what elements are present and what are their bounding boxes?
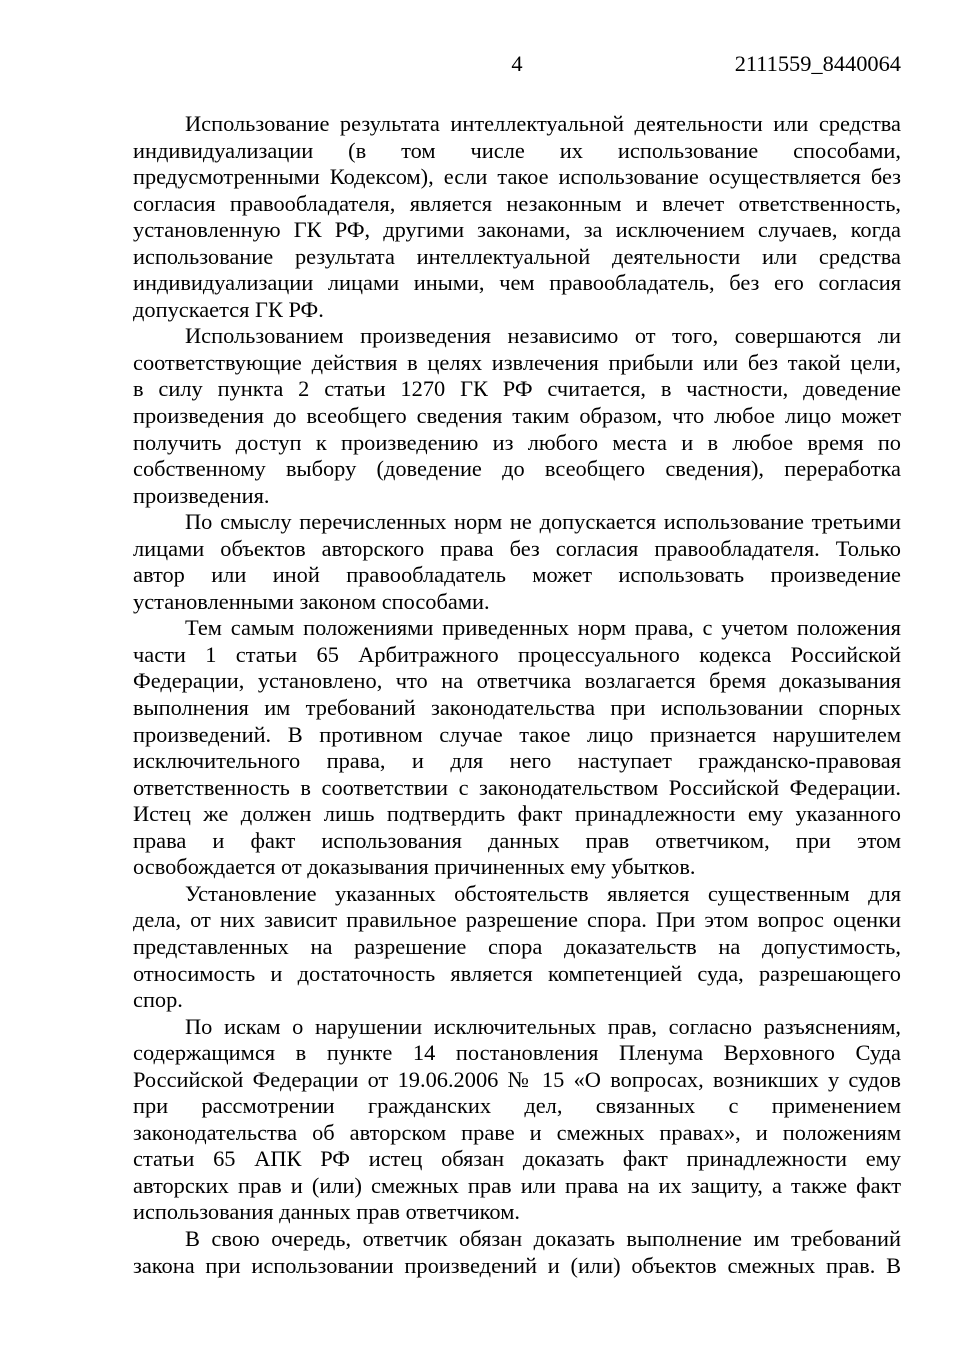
- text-line: индивидуализации лицами иными, чем правообладатель, без его согласия: [133, 270, 901, 296]
- text-line: исключительного права, и для него наступает гражданско-правовая: [133, 748, 901, 774]
- text-line: части 1 статьи 65 Арбитражного процессуального кодекса Российской: [133, 641, 901, 667]
- text-line: Использованием произведения независимо от того, совершаются ли: [185, 323, 901, 349]
- text-line: законодательства об авторском праве и смежных правах», и положениям: [133, 1119, 901, 1145]
- text-line: установленную ГК РФ, другими законами, за исключением случаев, когда: [133, 217, 901, 243]
- text-line: собственному выбору (доведение до всеобщего сведения), переработка: [133, 456, 901, 482]
- text-line: В свою очередь, ответчик обязан доказать выполнение им требований: [185, 1225, 901, 1251]
- document-body: [133, 111, 901, 1279]
- text-line: использование результата интеллектуальной деятельности или средства: [133, 243, 901, 269]
- paragraph: [133, 323, 901, 509]
- document-id: 2111559_8440064: [734, 51, 901, 76]
- text-line: использования данных прав ответчиком.: [133, 1199, 520, 1225]
- page-header: [133, 51, 901, 78]
- text-line: представленных на разрешение спора доказательств на допустимость,: [133, 933, 901, 959]
- text-line: произведений. В противном случае такое лицо признается нарушителем: [133, 721, 901, 747]
- text-line: статьи 65 АПК РФ истец обязан доказать факт принадлежности ему: [133, 1146, 901, 1172]
- page: [133, 51, 901, 1279]
- text-line: предусмотренными Кодексом), если такое использование осуществляется без: [133, 164, 901, 190]
- text-line: при рассмотрении гражданских дел, связанных с применением: [133, 1093, 901, 1119]
- text-line: По искам о нарушении исключительных прав, согласно разъяснениям,: [185, 1013, 901, 1039]
- text-line: содержащимся в пункте 14 постановления Пленума Верховного Суда: [133, 1040, 901, 1066]
- text-line: Установление указанных обстоятельств является существенным для: [185, 880, 901, 906]
- text-line: автор или иной правообладатель может использовать произведение: [133, 562, 901, 588]
- paragraph: [133, 509, 901, 615]
- text-line: в силу пункта 2 статьи 1270 ГК РФ считается, в частности, доведение: [133, 376, 901, 402]
- text-line: получить доступ к произведению из любого места и в любое время по: [133, 429, 901, 455]
- text-line: допускается ГК РФ.: [133, 296, 324, 322]
- page-number: 4: [511, 51, 523, 76]
- text-line: лицами объектов авторского права без согласия правообладателя. Только: [133, 535, 901, 561]
- text-line: По смыслу перечисленных норм не допускается использование третьими: [185, 509, 901, 535]
- text-line: Истец же должен лишь подтвердить факт принадлежности ему указанного: [133, 801, 901, 827]
- text-line: выполнения им требований законодательства при использовании спорных: [133, 695, 901, 721]
- paragraph: [133, 1014, 901, 1226]
- text-line: соответствующие действия в целях извлечения прибыли или без такой цели,: [133, 349, 901, 375]
- text-line: произведения до всеобщего сведения таким образом, что любое лицо может: [133, 403, 901, 429]
- text-line: освобождается от доказывания причиненных ему убытков.: [133, 854, 696, 880]
- paragraph: [133, 615, 901, 880]
- text-line: дела, от них зависит правильное разрешение спора. При этом вопрос оценки: [133, 907, 901, 933]
- text-line: произведения.: [133, 482, 270, 508]
- text-line: установленными законом способами.: [133, 588, 490, 614]
- paragraph: [133, 1226, 901, 1279]
- text-line: закона при использовании произведений и (или) объектов смежных прав. В: [133, 1252, 901, 1278]
- text-line: спор.: [133, 987, 183, 1013]
- text-line: индивидуализации (в том числе их использование способами,: [133, 137, 901, 163]
- paragraph: [133, 111, 901, 323]
- text-line: права и факт использования данных прав ответчиком, при этом: [133, 827, 901, 853]
- text-line: Использование результата интеллектуальной деятельности или средства: [185, 111, 901, 136]
- text-line: относимость и достаточность является компетенцией суда, разрешающего: [133, 960, 901, 986]
- text-line: ответственность в соответствии с законодательством Российской Федерации.: [133, 774, 901, 800]
- text-line: Российской Федерации от 19.06.2006 № 15 «О вопросах, возникших у судов: [133, 1066, 901, 1092]
- paragraph: [133, 881, 901, 1014]
- text-line: Федерации, установлено, что на ответчика возлагается бремя доказывания: [133, 668, 901, 694]
- text-line: авторских прав и (или) смежных прав или права на их защиту, а также факт: [133, 1172, 901, 1198]
- text-line: Тем самым положениями приведенных норм права, с учетом положения: [185, 615, 901, 641]
- text-line: согласия правообладателя, является незаконным и влечет ответственность,: [133, 190, 901, 216]
